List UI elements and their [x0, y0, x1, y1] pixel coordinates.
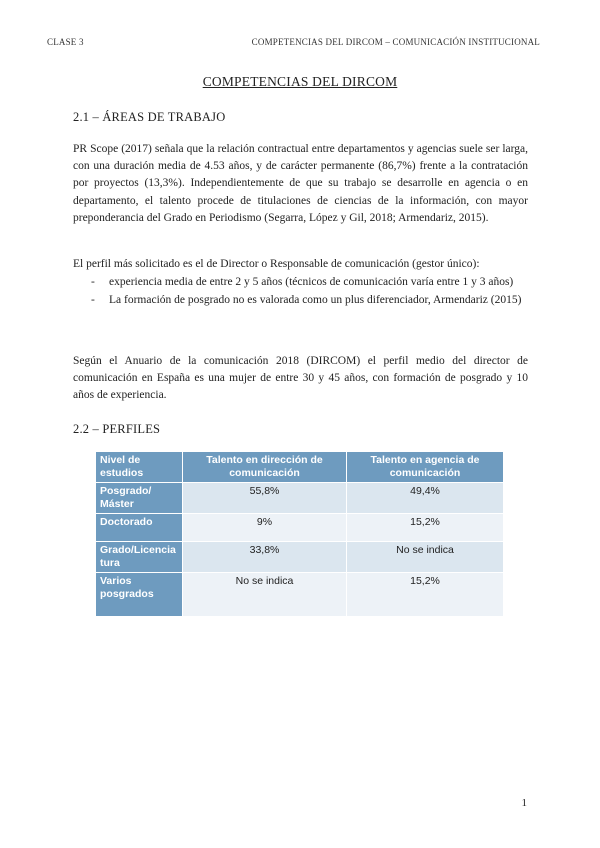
bullet-dash: - — [91, 293, 95, 306]
bullet-text: experiencia media de entre 2 y 5 años (técnicos de comunicación varía entre 1 y 3 años) — [109, 276, 514, 288]
paragraph-pr-scope: PR Scope (2017) señala que la relación contractual entre departamentos y agencias suele ser larga, con una duración media de 4.53 años, y de carácter permanente (86,7%) frente a la contratación por proyectos (13,3%). Independientemente de que su trabajo se desarrolle en agencia o en departamento, el talento procede de titulaciones de ciencias de la información, con mayor preponderancia del Grado en Periodismo (Segarra, López y Gil, 2018; Armendariz, 2015). — [73, 143, 528, 224]
bullet-text: La formación de posgrado no es valorada como un plus diferenciador, Armendariz (2015) — [109, 293, 522, 306]
table-header-row — [96, 452, 504, 483]
profiles-table — [95, 451, 504, 617]
list-item — [73, 292, 528, 309]
profile-bullet-list — [73, 274, 528, 309]
table-cell: No se indica — [347, 542, 504, 573]
table-cell: 49,4% — [347, 483, 504, 514]
table-row-label: Grado/Licenciatura — [96, 542, 183, 573]
table-row-label: Doctorado — [96, 514, 183, 542]
table-header-cell: Talento en agencia de comunicación — [347, 452, 504, 483]
table-cell: 33,8% — [183, 542, 347, 573]
table-cell: 15,2% — [347, 573, 504, 617]
section-heading-perfiles: 2.2 – PERFILES — [73, 422, 161, 436]
bullet-dash: - — [91, 276, 95, 288]
list-item — [73, 274, 528, 291]
table-cell: 9% — [183, 514, 347, 542]
page-title: COMPETENCIAS DEL DIRCOM — [202, 74, 398, 89]
table-cell: 55,8% — [183, 483, 347, 514]
section-heading-areas: 2.1 – ÁREAS DE TRABAJO — [73, 110, 226, 124]
table-row — [96, 542, 504, 573]
table-row-label: Posgrado/ Máster — [96, 483, 183, 514]
table-row — [96, 573, 504, 617]
table-cell: 15,2% — [347, 514, 504, 542]
table-row — [96, 514, 504, 542]
header-document-title: COMPETENCIAS DEL DIRCOM – COMUNICACIÓN INSTITUCIONAL — [251, 37, 540, 47]
table-row-label: Varios posgrados — [96, 573, 183, 617]
header-course-label: CLASE 3 — [47, 37, 84, 47]
page-number: 1 — [521, 797, 527, 809]
table-row — [96, 483, 504, 514]
table-header-cell: Nivel de estudios — [96, 452, 183, 483]
profile-intro-text: El perfil más solicitado es el de Director o Responsable de comunicación (gestor único): — [73, 258, 480, 270]
table-header-cell: Talento en dirección de comunicación — [183, 452, 347, 483]
table-cell: No se indica — [183, 573, 347, 617]
paragraph-anuario: Según el Anuario de la comunicación 2018 (DIRCOM) el perfil medio del director de comunicación en España es una mujer de entre 30 y 45 años, con formación de posgrado y 10 años de experiencia. — [73, 355, 528, 402]
